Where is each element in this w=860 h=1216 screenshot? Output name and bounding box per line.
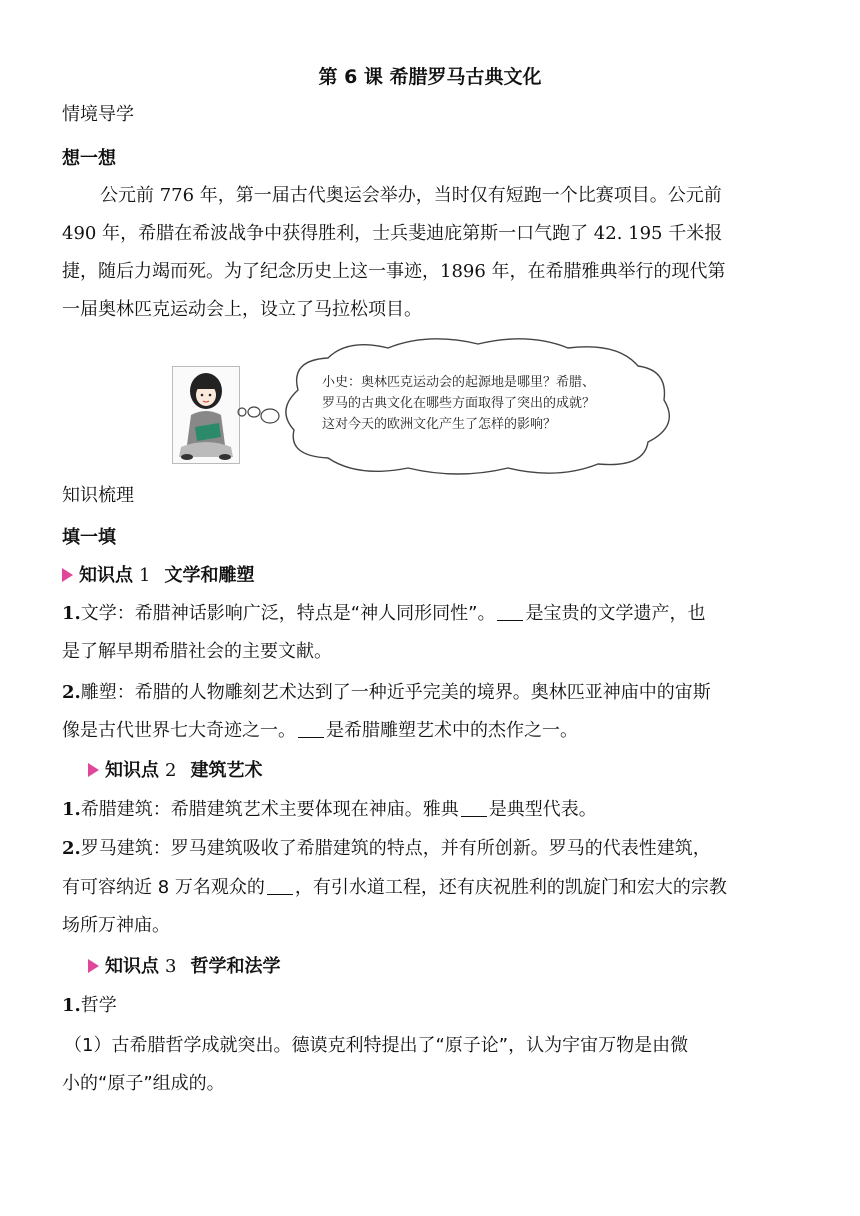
- kp2-item-2-line-2: 有可容纳近 8 万名观众的 ，有引水道工程，还有庆祝胜利的凯旋门和宏大的宗教: [62, 877, 727, 898]
- kp2-item-1-line-1: 1.希腊建筑：希腊建筑艺术主要体现在神庙。雅典 是典型代表。: [62, 799, 597, 820]
- fill-blank[interactable]: [497, 604, 523, 621]
- section-heading-knowledge: 知识梳理: [62, 485, 134, 506]
- page-title: 第 6 课 希腊罗马古典文化: [318, 66, 542, 88]
- kp3-item-1-heading: 1.哲学: [62, 995, 117, 1016]
- kp2-item-2-line-1: 2.罗马建筑：罗马建筑吸收了希腊建筑的特点，并有所创新。罗马的代表性建筑，: [62, 838, 711, 859]
- pink-triangle-icon: [62, 568, 73, 582]
- knowledge-point-3-heading: 知识点 3 哲学和法学: [88, 955, 828, 979]
- bubble-line-3: 这对今天的欧洲文化产生了怎样的影响？: [322, 417, 557, 432]
- kp1-item-2-line-2: 像是古代世界七大奇迹之一。 是希腊雕塑艺术中的杰作之一。: [62, 720, 578, 741]
- pink-triangle-icon: [88, 763, 99, 777]
- pink-triangle-icon: [88, 959, 99, 973]
- intro-paragraph-line-2: 490 年，希腊在希波战争中获得胜利，士兵斐迪庇第斯一口气跑了 42. 195 千米报: [62, 223, 723, 244]
- kp1-item-2-line-1: 2.雕塑：希腊的人物雕刻艺术达到了一种近乎完美的境界。奥林匹亚神庙中的宙斯: [62, 682, 711, 703]
- bubble-line-2: 罗马的古典文化在哪些方面取得了突出的成就？: [322, 396, 596, 411]
- intro-paragraph-line-4: 一届奥林匹克运动会上，设立了马拉松项目。: [62, 299, 422, 320]
- knowledge-point-1-heading: 知识点 1 文学和雕塑: [62, 564, 802, 588]
- fill-blank[interactable]: [267, 878, 293, 895]
- subheading-fill-in: 填一填: [62, 527, 116, 548]
- subheading-think: 想一想: [62, 148, 116, 169]
- kp2-item-2-line-3: 场所万神庙。: [62, 915, 170, 936]
- intro-paragraph-line-3: 捷，随后力竭而死。为了纪念历史上这一事迹，1896 年，在希腊雅典举行的现代第: [62, 261, 726, 282]
- section-heading-situation: 情境导学: [62, 104, 134, 125]
- fill-blank[interactable]: [461, 800, 487, 817]
- kp3-item-1-sub-1-line-2: 小的“原子”组成的。: [62, 1073, 225, 1094]
- knowledge-point-2-heading: 知识点 2 建筑艺术: [88, 759, 828, 783]
- kp1-item-1-line-1: 1.文学：希腊神话影响广泛，特点是“神人同形同性”。 是宝贵的文学遗产，也: [62, 603, 706, 624]
- thought-bubble-text: [322, 372, 662, 435]
- bubble-line-1: 小史：奥林匹克运动会的起源地是哪里？希腊、: [322, 375, 596, 390]
- kp3-item-1-sub-1-line-1: （1）古希腊哲学成就突出。德谟克利特提出了“原子论”，认为宇宙万物是由微: [64, 1035, 689, 1056]
- kp1-item-1-line-2: 是了解早期希腊社会的主要文献。: [62, 641, 332, 662]
- intro-paragraph-line-1: 公元前 776 年，第一届古代奥运会举办，当时仅有短跑一个比赛项目。公元前: [100, 185, 722, 206]
- fill-blank[interactable]: [298, 721, 324, 738]
